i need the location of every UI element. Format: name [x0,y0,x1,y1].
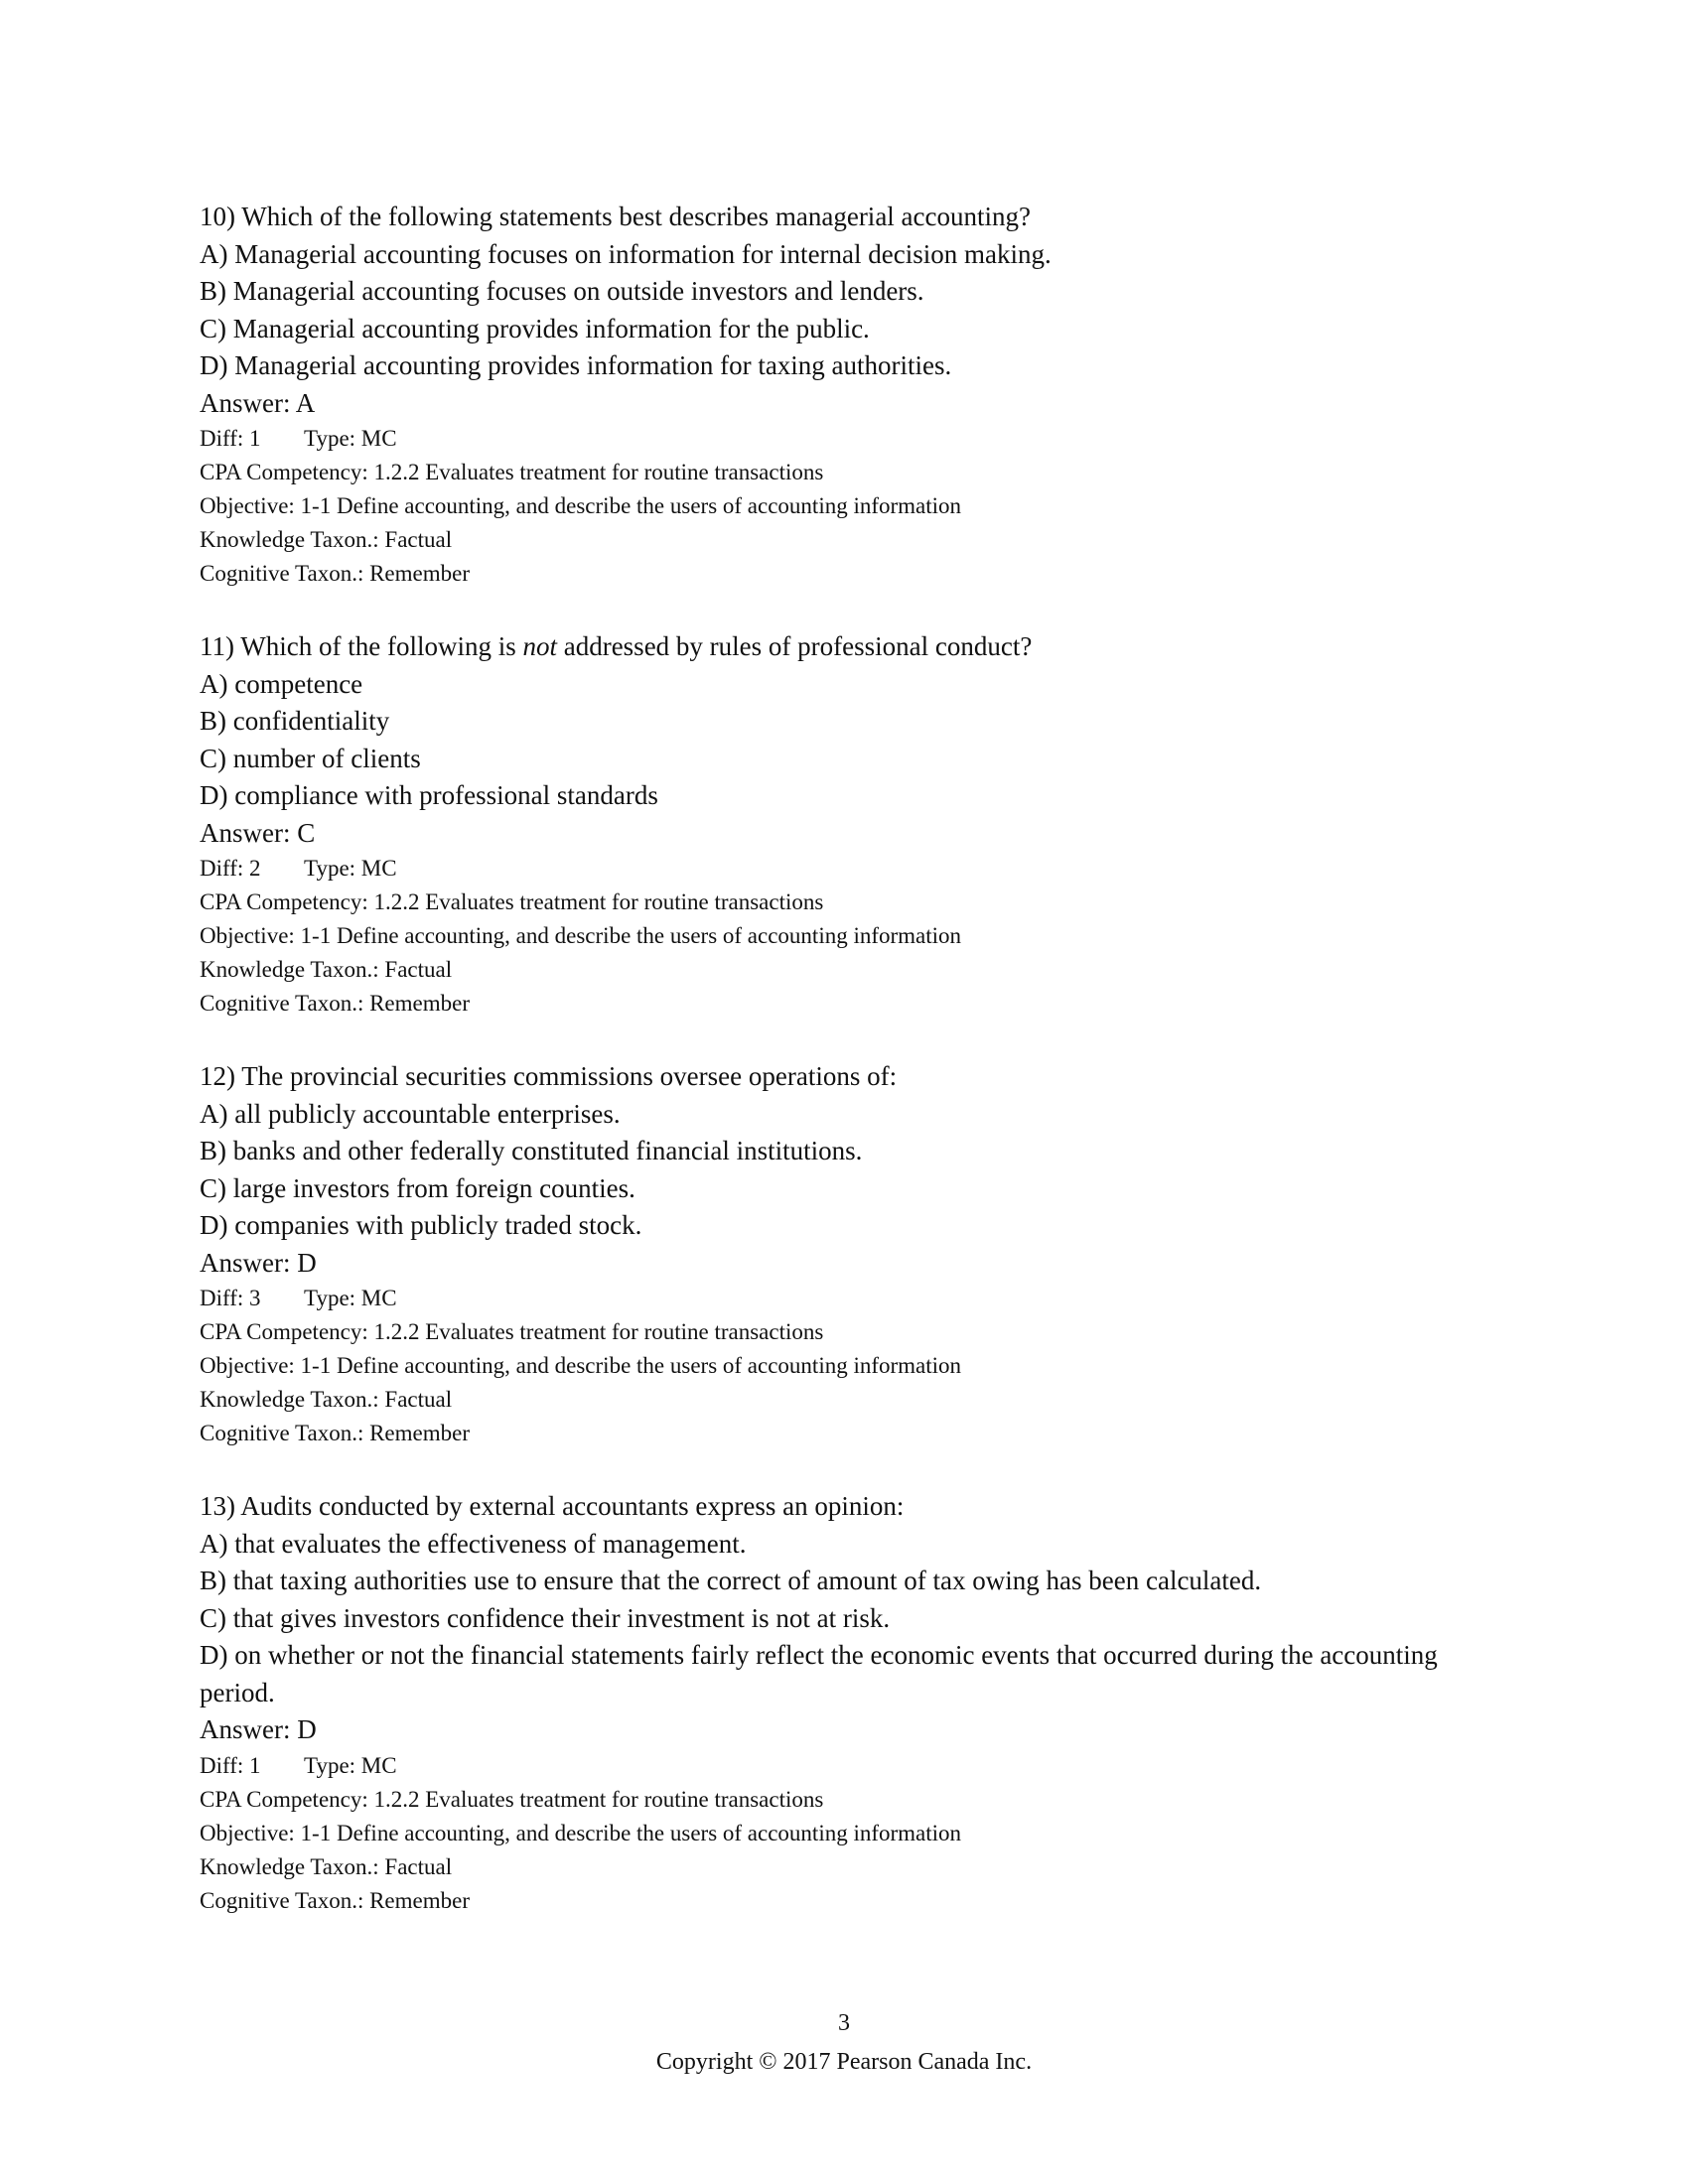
option-b: B) that taxing authorities use to ensure that the correct of amount of tax owing has been calculated. [200,1566,1262,1595]
option-b: B) confidentiality [200,706,390,736]
option-a: A) that evaluates the effectiveness of management. [200,1528,747,1559]
option-d: D) compliance with professional standards [200,780,658,810]
knowledge-taxon: Knowledge Taxon.: Factual [200,1387,453,1412]
diff-type-row [200,852,1490,886]
question-11 [200,628,1490,1021]
question-13 [200,1488,1490,1918]
question-stem [200,628,1490,666]
difficulty: Diff: 1 [200,1752,261,1778]
option-a: A) all publicly accountable enterprises. [200,1098,621,1129]
option-c: C) that gives investors confidence their investment is not at risk. [200,1602,891,1633]
stem-emphasis: not [522,631,557,661]
diff-type-row [200,1749,1490,1783]
question-stem [200,1488,1490,1526]
cognitive-taxon: Cognitive Taxon.: Remember [200,991,471,1016]
question-type: Type: MC [304,856,397,881]
knowledge-taxon: Knowledge Taxon.: Factual [200,957,453,982]
cognitive-taxon: Cognitive Taxon.: Remember [200,1887,471,1913]
cpa-competency: CPA Competency: 1.2.2 Evaluates treatment for routine transactions [200,1319,824,1344]
knowledge-taxon: Knowledge Taxon.: Factual [200,527,453,552]
option-b: B) Managerial accounting focuses on outside investors and lenders. [200,276,924,306]
option-d: D) companies with publicly traded stock. [200,1210,642,1240]
cognitive-taxon: Cognitive Taxon.: Remember [200,1421,471,1445]
cpa-competency: CPA Competency: 1.2.2 Evaluates treatment for routine transactions [200,1786,824,1812]
diff-type-row [200,422,1490,456]
option-d: D) Managerial accounting provides information for taxing authorities. [200,350,952,380]
question-type: Type: MC [304,1752,397,1778]
question-type: Type: MC [304,1286,397,1310]
stem-text: 10) Which of the following statements best describes managerial accounting? [200,202,1031,231]
option-c: C) Managerial accounting provides information for the public. [200,313,870,343]
question-12 [200,1058,1490,1450]
option-a: A) Managerial accounting focuses on information for internal decision making. [200,238,1052,269]
answer: Answer: D [200,1247,317,1278]
stem-text: 12) The provincial securities commissions oversee operations of: [200,1061,898,1091]
cognitive-taxon: Cognitive Taxon.: Remember [200,561,471,586]
option-b: B) banks and other federally constituted financial institutions. [200,1136,863,1165]
difficulty: Diff: 1 [200,426,261,451]
stem-text: 13) Audits conducted by external accountants express an opinion: [200,1491,905,1521]
cpa-competency: CPA Competency: 1.2.2 Evaluates treatment for routine transactions [200,460,824,484]
objective: Objective: 1-1 Define accounting, and describe the users of accounting information [200,1820,962,1845]
option-d: D) on whether or not the financial statements fairly reflect the economic events that occurred during the accounting period. [200,1640,1438,1707]
objective: Objective: 1-1 Define accounting, and describe the users of accounting information [200,493,962,518]
objective: Objective: 1-1 Define accounting, and describe the users of accounting information [200,1353,962,1378]
page-number: 3 [838,2010,850,2036]
stem-text: 11) Which of the following is [200,631,523,661]
option-c: C) large investors from foreign counties. [200,1172,635,1203]
question-stem [200,199,1490,236]
difficulty: Diff: 3 [200,1286,261,1310]
answer: Answer: D [200,1714,317,1744]
question-10 [200,199,1490,591]
difficulty: Diff: 2 [200,856,261,881]
answer: Answer: A [200,387,316,418]
option-c: C) number of clients [200,743,421,773]
answer: Answer: C [200,817,316,848]
question-stem [200,1058,1490,1096]
stem-text-after: addressed by rules of professional conduct? [556,631,1033,661]
cpa-competency: CPA Competency: 1.2.2 Evaluates treatment for routine transactions [200,889,824,914]
question-list [200,199,1490,1956]
copyright-notice: Copyright © 2017 Pearson Canada Inc. [655,2049,1033,2075]
objective: Objective: 1-1 Define accounting, and describe the users of accounting information [200,923,962,948]
question-type: Type: MC [304,426,397,451]
knowledge-taxon: Knowledge Taxon.: Factual [200,1853,453,1879]
diff-type-row [200,1282,1490,1315]
option-a: A) competence [200,668,363,699]
